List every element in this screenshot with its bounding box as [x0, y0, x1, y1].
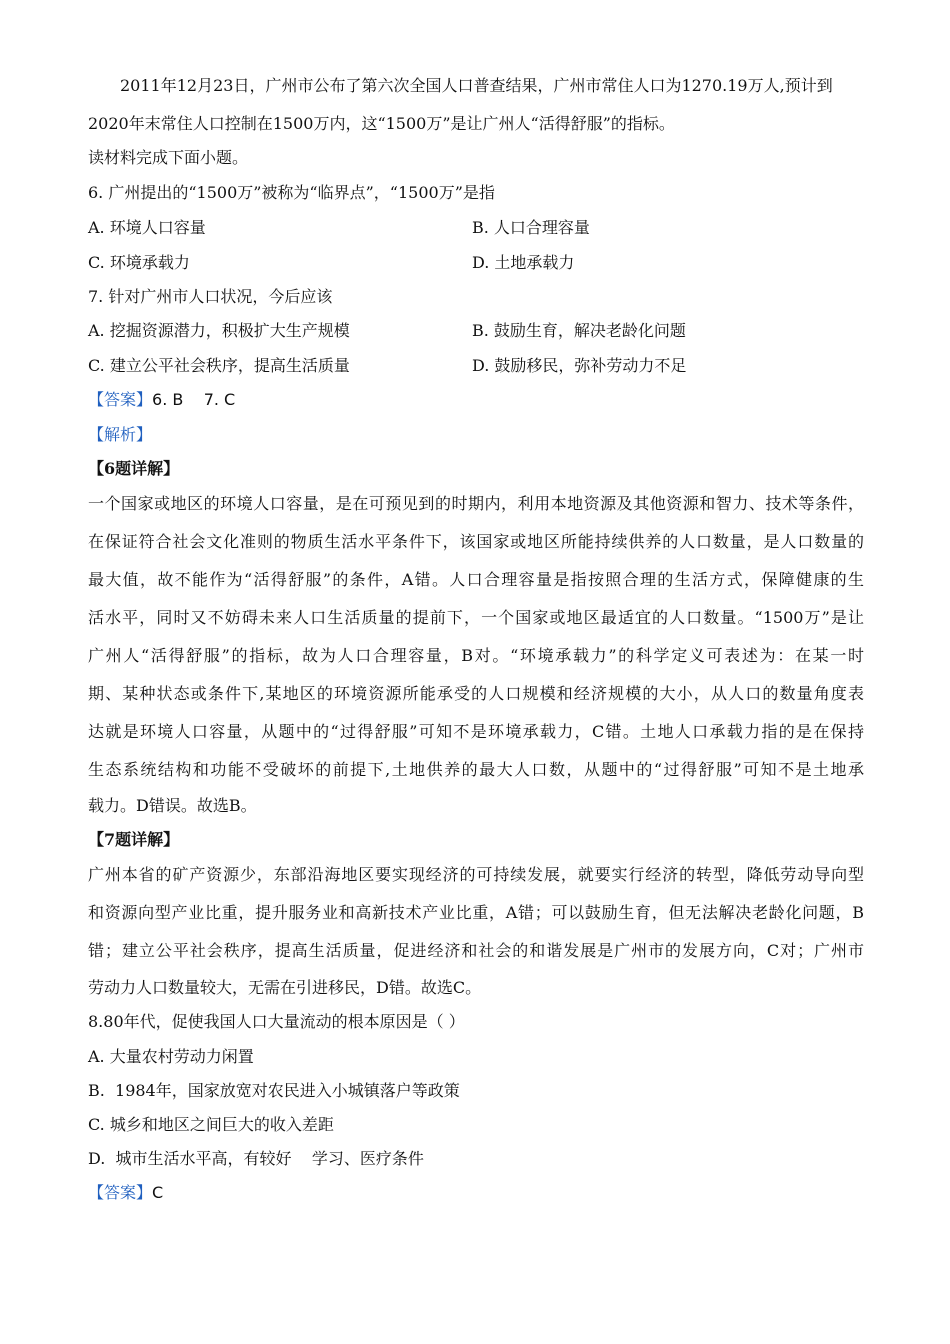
q7-option-d: D. 鼓励移民，弥补劳动力不足	[472, 356, 687, 375]
q6-option-b: B. 人口合理容量	[472, 218, 590, 237]
q7-option-b: B. 鼓励生育，解决老龄化问题	[472, 321, 686, 340]
q6-option-a: A. 环境人口容量	[88, 218, 206, 237]
detail6-title: 【6题详解】	[88, 459, 180, 478]
q8-option-b: B. 1984年，国家放宽对农民进入小城镇落户等政策	[88, 1081, 460, 1100]
intro-line-3: 读材料完成下面小题。	[88, 148, 249, 167]
q6-option-c: C. 环境承载力	[88, 253, 190, 272]
detail7-line: 和资源向型产业比重，提升服务业和高新技术产业比重，A错；可以鼓励生育，但无法解决老龄化问题，B	[88, 903, 864, 922]
answer-block-2	[88, 1183, 163, 1203]
detail7-line: 错；建立公平社会秩序，提高生活质量，促进经济和社会的和谐发展是广州市的发展方向，C对；广州市	[88, 941, 864, 960]
answer-text: 6. B 7. C	[152, 390, 236, 409]
q8-option-d: D. 城市生活水平高，有较好 学习、医疗条件	[88, 1149, 424, 1168]
intro-line-1: 2011年12月23日，广州市公布了第六次全国人口普查结果，广州市常住人口为1270.19万人,预计到	[120, 76, 833, 95]
answer-tag: 【答案】	[88, 390, 153, 409]
detail6-line: 广州人“活得舒服”的指标，故为人口合理容量，B对。“环境承载力”的科学定义可表述为：在某一时	[88, 646, 864, 665]
q8-option-c: C. 城乡和地区之间巨大的收入差距	[88, 1115, 334, 1134]
detail6-line: 在保证符合社会文化准则的物质生活水平条件下，该国家或地区所能持续供养的人口数量，是人口数量的	[88, 532, 864, 551]
detail6-line: 活水平，同时又不妨碍未来人口生活质量的提前下，一个国家或地区最适宜的人口数量。“1500万”是让	[88, 608, 864, 627]
q7-stem: 7. 针对广州市人口状况，今后应该	[88, 287, 333, 306]
detail7-title: 【7题详解】	[88, 830, 180, 849]
detail6-line: 载力。D错误。故选B。	[88, 796, 257, 815]
q7-option-a: A. 挖掘资源潜力，积极扩大生产规模	[88, 321, 350, 340]
intro-line-2: 2020年末常住人口控制在1500万内，这“1500万”是让广州人“活得舒服”的指标。	[88, 114, 675, 133]
q8-option-a: A. 大量农村劳动力闲置	[88, 1047, 254, 1066]
q6-option-d: D. 土地承载力	[472, 253, 575, 272]
detail7-line: 广州本省的矿产资源少，东部沿海地区要实现经济的可持续发展，就要实行经济的转型，降低劳动导向型	[88, 865, 864, 884]
detail6-line: 最大值，故不能作为“活得舒服”的条件，A错。人口合理容量是指按照合理的生活方式，保障健康的生	[88, 570, 864, 589]
detail6-line: 一个国家或地区的环境人口容量，是在可预见到的时期内，利用本地资源及其他资源和智力、技术等条件，	[88, 494, 864, 513]
q7-option-c: C. 建立公平社会秩序，提高生活质量	[88, 356, 350, 375]
answer-text: C	[152, 1183, 164, 1202]
detail7-line: 劳动力人口数量较大，无需在引进移民，D错。故选C。	[88, 978, 482, 997]
answer-block-1	[88, 390, 235, 410]
q6-stem: 6. 广州提出的“1500万”被称为“临界点”，“1500万”是指	[88, 183, 495, 202]
answer-tag: 【答案】	[88, 1183, 153, 1202]
detail6-line: 达就是环境人口容量，从题中的“过得舒服”可知不是环境承载力，C错。土地人口承载力指的是在保持	[88, 722, 864, 741]
q8-stem: 8.80年代，促使我国人口大量流动的根本原因是（ ）	[88, 1012, 465, 1031]
detail6-line: 生态系统结构和功能不受破坏的前提下,土地供养的最大人口数，从题中的“过得舒服”可知不是土地承	[88, 760, 864, 779]
detail6-line: 期、某种状态或条件下,某地区的环境资源所能承受的人口规模和经济规模的大小，从人口的数量角度表	[88, 684, 864, 703]
analysis-tag: 【解析】	[88, 425, 153, 444]
